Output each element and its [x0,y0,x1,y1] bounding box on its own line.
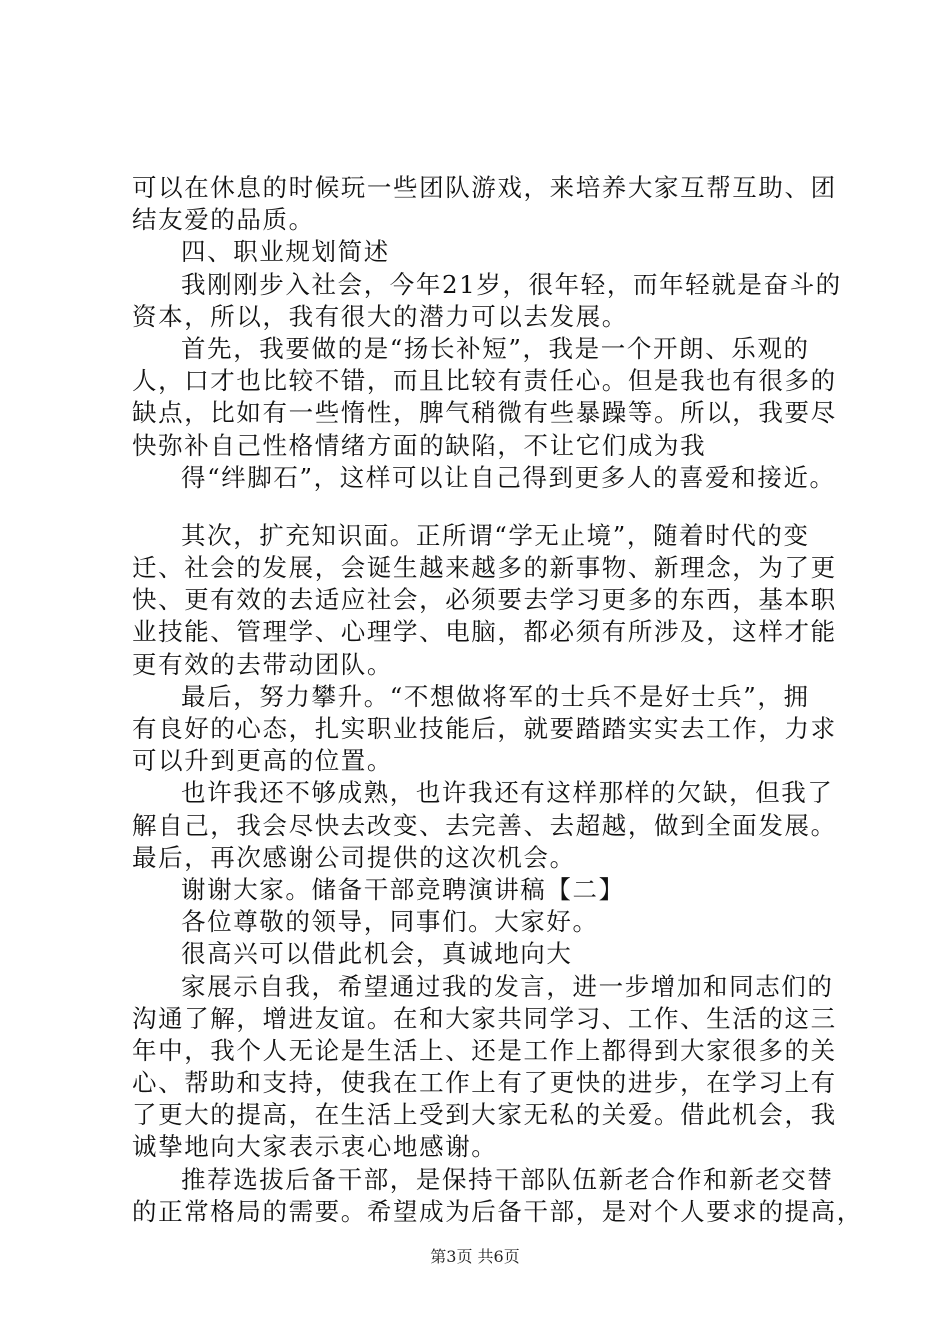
text-line: 快弥补自己性格情绪方面的缺陷，不让它们成为我 [132,430,707,460]
text-line: 心、帮助和支持，使我在工作上有了更快的进步，在学习上有 [132,1068,837,1098]
text-line: 谢谢大家。储备干部竞聘演讲稿【二】 [181,874,625,904]
paragraph-gap [132,494,842,520]
text-line: 诚挚地向大家表示衷心地感谢。 [132,1132,498,1162]
text-line: 很高兴可以借此机会，真诚地向大 [181,939,573,969]
text-line: 人，口才也比较不错，而且比较有责任心。但是我也有很多的 [132,366,837,396]
text-line: 首先，我要做的是“扬长补短”，我是一个开朗、乐观的 [181,333,810,363]
text-line: 迁、社会的发展，会诞生越来越多的新事物、新理念，为了更 [132,553,837,583]
section-heading: 四、职业规划简述 [181,237,390,267]
document-body [132,172,863,1228]
text-line: 得“绊脚石”，这样可以让自己得到更多人的喜爱和接近。 [181,462,836,492]
text-line: 沟通了解，增进友谊。在和大家共同学习、工作、生活的这三 [132,1003,837,1033]
text-line: 也许我还不够成熟，也许我还有这样那样的欠缺，但我了 [181,778,834,808]
text-line: 缺点，比如有一些惰性，脾气稍微有些暴躁等。所以，我要尽 [132,398,837,428]
text-line: 推荐选拔后备干部，是保持干部队伍新老合作和新老交替 [181,1164,834,1194]
text-line: 年中，我个人无论是生活上、还是工作上都得到大家很多的关 [132,1035,837,1065]
text-line: 可以在休息的时候玩一些团队游戏，来培养大家互帮互助、团 [132,173,837,202]
text-line: 结友爱的品质。 [132,205,315,235]
text-line: 快、更有效的去适应社会，必须要去学习更多的东西，基本职 [132,585,837,615]
text-line: 解自己，我会尽快去改变、去完善、去超越，做到全面发展。 [132,810,837,840]
text-line: 业技能、管理学、心理学、电脑，都必须有所涉及，这样才能 [132,617,837,647]
text-line: 家展示自我，希望通过我的发言，进一步增加和同志们的 [181,971,834,1001]
text-line: 各位尊敬的领导，同事们。大家好。 [181,907,599,937]
text-line: 我刚刚步入社会，今年21岁，很年轻，而年轻就是奋斗的 [181,269,842,299]
text-line: 的正常格局的需要。希望成为后备干部，是对个人要求的提高， [132,1196,863,1226]
text-line: 有良好的心态，扎实职业技能后，就要踏踏实实去工作，力求 [132,714,837,743]
text-line: 最后，再次感谢公司提供的这次机会。 [132,842,576,872]
text-line: 其次，扩充知识面。正所谓“学无止境”，随着时代的变 [181,520,810,550]
page-number-footer: 第3页 共6页 [430,1247,520,1266]
text-line: 了更大的提高，在生活上受到大家无私的关爱。借此机会，我 [132,1100,837,1130]
text-line: 更有效的去带动团队。 [132,649,393,679]
text-line: 资本，所以，我有很大的潜力可以去发展。 [132,301,628,331]
text-line: 可以升到更高的位置。 [132,746,393,776]
text-line: 最后，努力攀升。“不想做将军的士兵不是好士兵”，拥 [181,681,810,711]
